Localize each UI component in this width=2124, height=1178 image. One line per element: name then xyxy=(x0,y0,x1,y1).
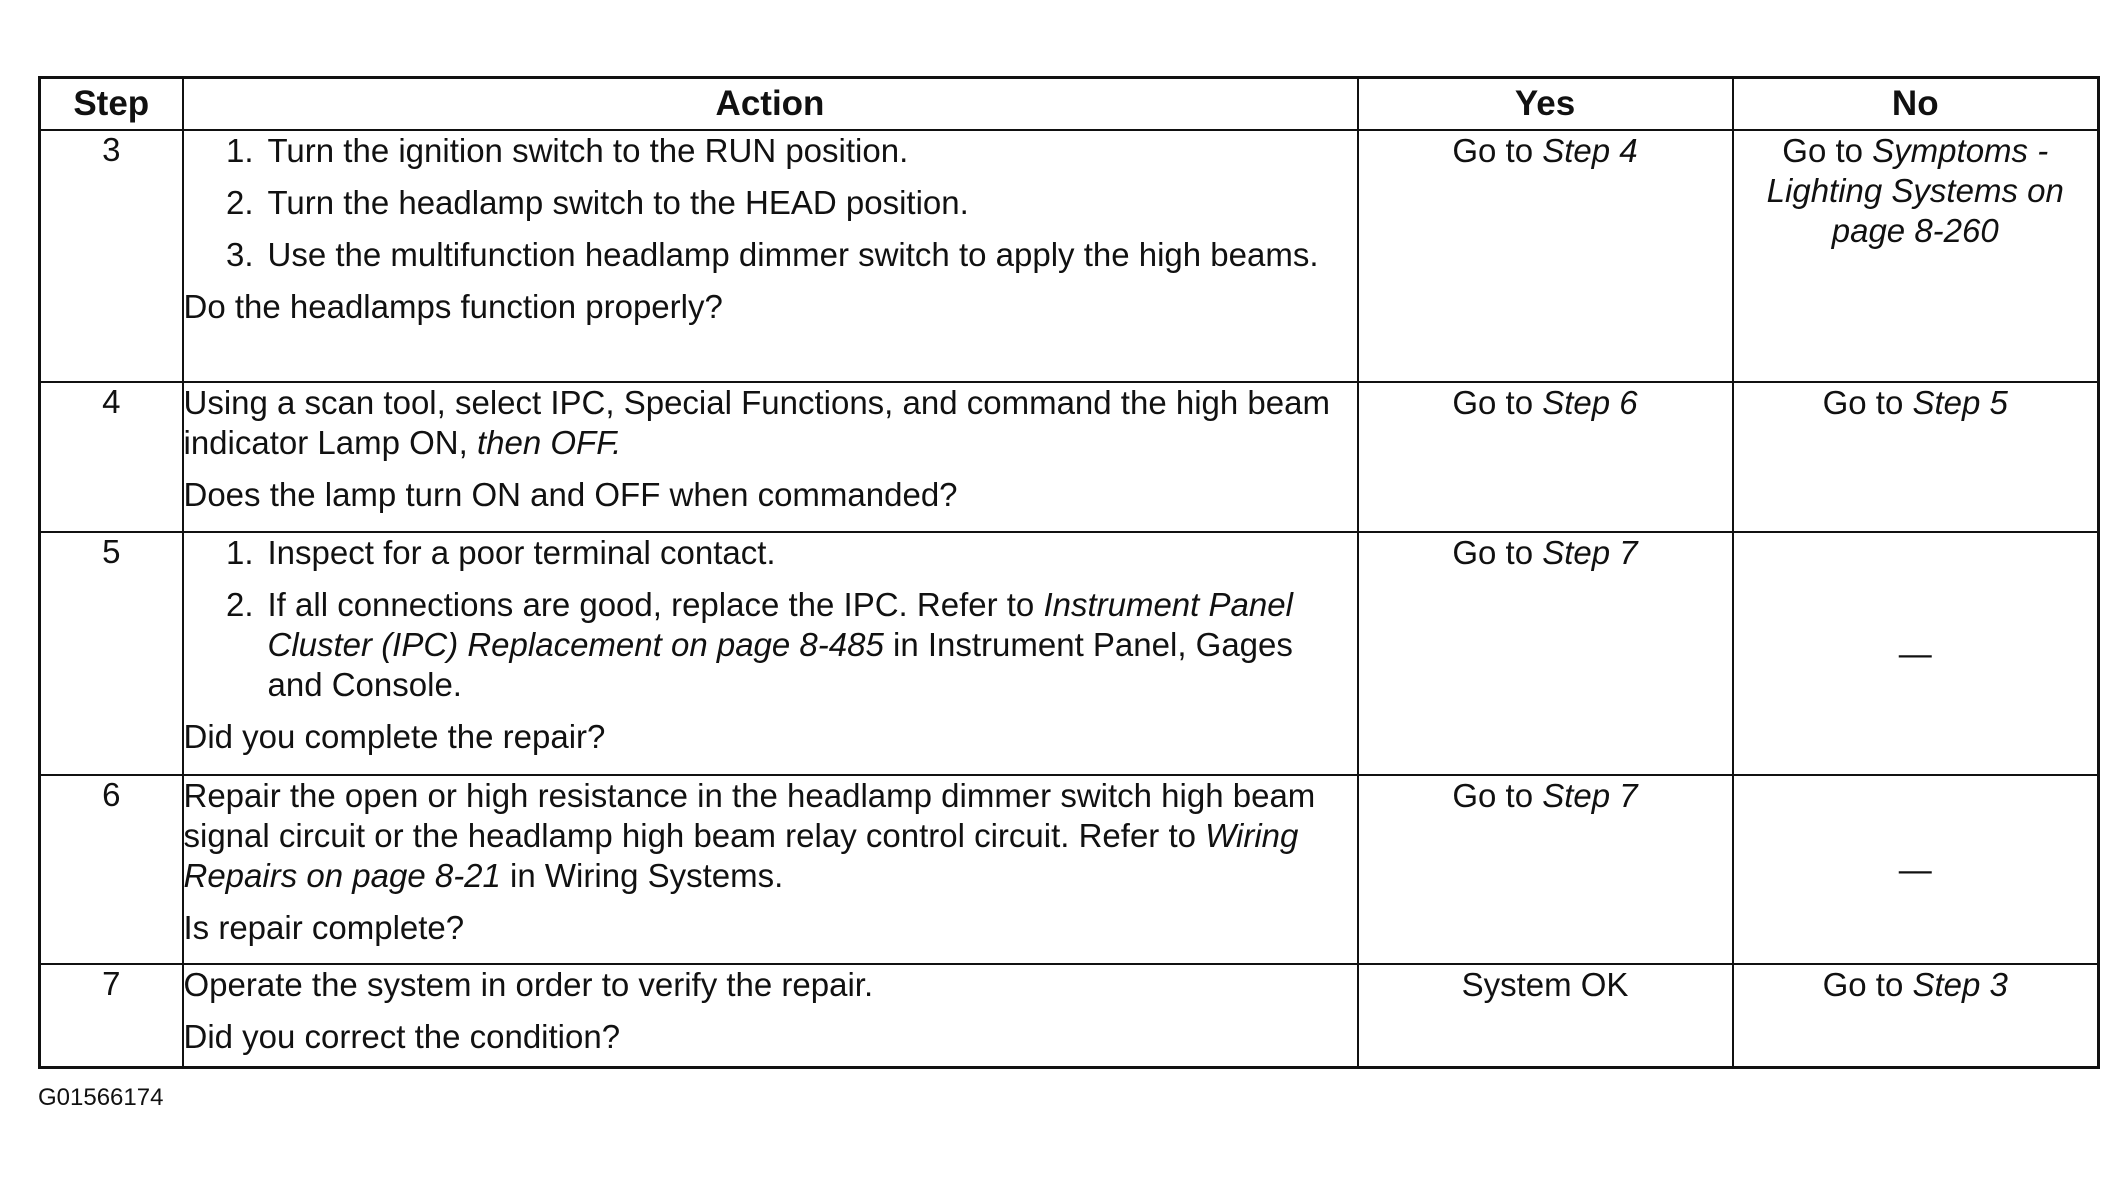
header-no: No xyxy=(1733,78,2099,131)
yes-cell: System OK xyxy=(1358,964,1733,1067)
question-text: Do the headlamps function properly? xyxy=(183,288,723,325)
action-text-tail: in Wiring Systems. xyxy=(500,857,784,894)
yes-prefix: Go to xyxy=(1452,534,1543,571)
step-number: 3 xyxy=(40,130,183,382)
yes-step-link[interactable]: Step 4 xyxy=(1542,132,1638,169)
action-cell xyxy=(183,382,1358,532)
table-row-step-7 xyxy=(40,964,2099,1067)
list-item xyxy=(184,585,1357,705)
list-item-number: 2. xyxy=(225,184,254,221)
step-number: 4 xyxy=(40,382,183,532)
question-text: Did you complete the repair? xyxy=(183,718,606,755)
no-prefix: Go to xyxy=(1822,384,1913,421)
no-step-link[interactable]: Step 3 xyxy=(1912,966,2008,1003)
step-number: 7 xyxy=(40,964,183,1067)
table-row-step-4 xyxy=(40,382,2099,532)
header-step: Step xyxy=(40,78,183,131)
yes-step-link[interactable]: Step 7 xyxy=(1542,534,1638,571)
yes-step-link[interactable]: Step 6 xyxy=(1542,384,1638,421)
no-cell: — xyxy=(1733,532,2099,775)
no-cell xyxy=(1733,382,2099,532)
list-item xyxy=(184,533,1357,573)
header-row xyxy=(40,78,2099,131)
no-cell: — xyxy=(1733,775,2099,964)
header-yes: Yes xyxy=(1358,78,1733,131)
question-text: Is repair complete? xyxy=(183,909,465,946)
list-item-number: 2. xyxy=(225,586,254,623)
table-row-step-6 xyxy=(40,775,2099,964)
yes-cell xyxy=(1358,532,1733,775)
list-item-text-tail: in Instrument Panel, Gages and Console. xyxy=(267,626,1293,703)
yes-cell xyxy=(1358,382,1733,532)
list-item-text: Use the multifunction headlamp dimmer switch to apply the high beams. xyxy=(267,236,1319,273)
action-text xyxy=(184,383,1357,463)
list-item xyxy=(184,183,1357,223)
list-item-text: Turn the ignition switch to the RUN position. xyxy=(267,132,909,169)
question-text: Did you correct the condition? xyxy=(183,1018,621,1055)
no-cell xyxy=(1733,964,2099,1067)
step-number: 5 xyxy=(40,532,183,775)
yes-prefix: Go to xyxy=(1452,384,1543,421)
action-text: Operate the system in order to verify the repair. xyxy=(183,966,874,1003)
step-number: 6 xyxy=(40,775,183,964)
yes-cell xyxy=(1358,775,1733,964)
action-list xyxy=(184,131,1357,275)
list-item-text: Turn the headlamp switch to the HEAD position. xyxy=(267,184,969,221)
reference-link[interactable]: Instrument Panel Cluster (IPC) Replacement on page 8-485 xyxy=(267,586,1293,663)
yes-prefix: Go to xyxy=(1452,777,1543,814)
action-text-main: Using a scan tool, select IPC, Special Functions, and command the high beam indicator Lamp ON, xyxy=(183,384,1330,461)
header-action: Action xyxy=(183,78,1358,131)
yes-prefix: Go to xyxy=(1452,132,1543,169)
yes-step-link[interactable]: Step 7 xyxy=(1542,777,1638,814)
list-item-number: 1. xyxy=(225,534,254,571)
reference-link[interactable]: Wiring Repairs on page 8-21 xyxy=(183,817,1299,894)
no-cell xyxy=(1733,130,2099,382)
list-item xyxy=(184,235,1357,275)
no-prefix: Go to xyxy=(1782,132,1873,169)
list-item xyxy=(184,131,1357,171)
action-list xyxy=(184,533,1357,705)
table-row-step-5 xyxy=(40,532,2099,775)
table-row-step-3 xyxy=(40,130,2099,382)
action-text-main: Repair the open or high resistance in the headlamp dimmer switch high beam signal circuit or the headlamp high beam relay control circuit. Refer to xyxy=(183,777,1316,854)
yes-cell xyxy=(1358,130,1733,382)
diagnostic-table xyxy=(38,76,2100,1069)
action-cell xyxy=(183,130,1358,382)
list-item-number: 3. xyxy=(225,236,254,273)
list-item-text xyxy=(268,585,1357,705)
action-text xyxy=(184,776,1357,896)
list-item-text-main: If all connections are good, replace the IPC. Refer to xyxy=(267,586,1044,623)
action-cell xyxy=(183,964,1358,1067)
no-reference-link[interactable]: Symptoms - Lighting Systems on page 8-260 xyxy=(1766,132,2064,249)
no-step-link[interactable]: Step 5 xyxy=(1912,384,2008,421)
list-item-number: 1. xyxy=(225,132,254,169)
action-cell xyxy=(183,775,1358,964)
action-text-italic: then OFF. xyxy=(476,424,622,461)
figure-code: G01566174 xyxy=(38,1084,164,1111)
question-text: Does the lamp turn ON and OFF when commanded? xyxy=(183,476,958,513)
list-item-text: Inspect for a poor terminal contact. xyxy=(267,534,776,571)
no-prefix: Go to xyxy=(1822,966,1913,1003)
action-cell xyxy=(183,532,1358,775)
